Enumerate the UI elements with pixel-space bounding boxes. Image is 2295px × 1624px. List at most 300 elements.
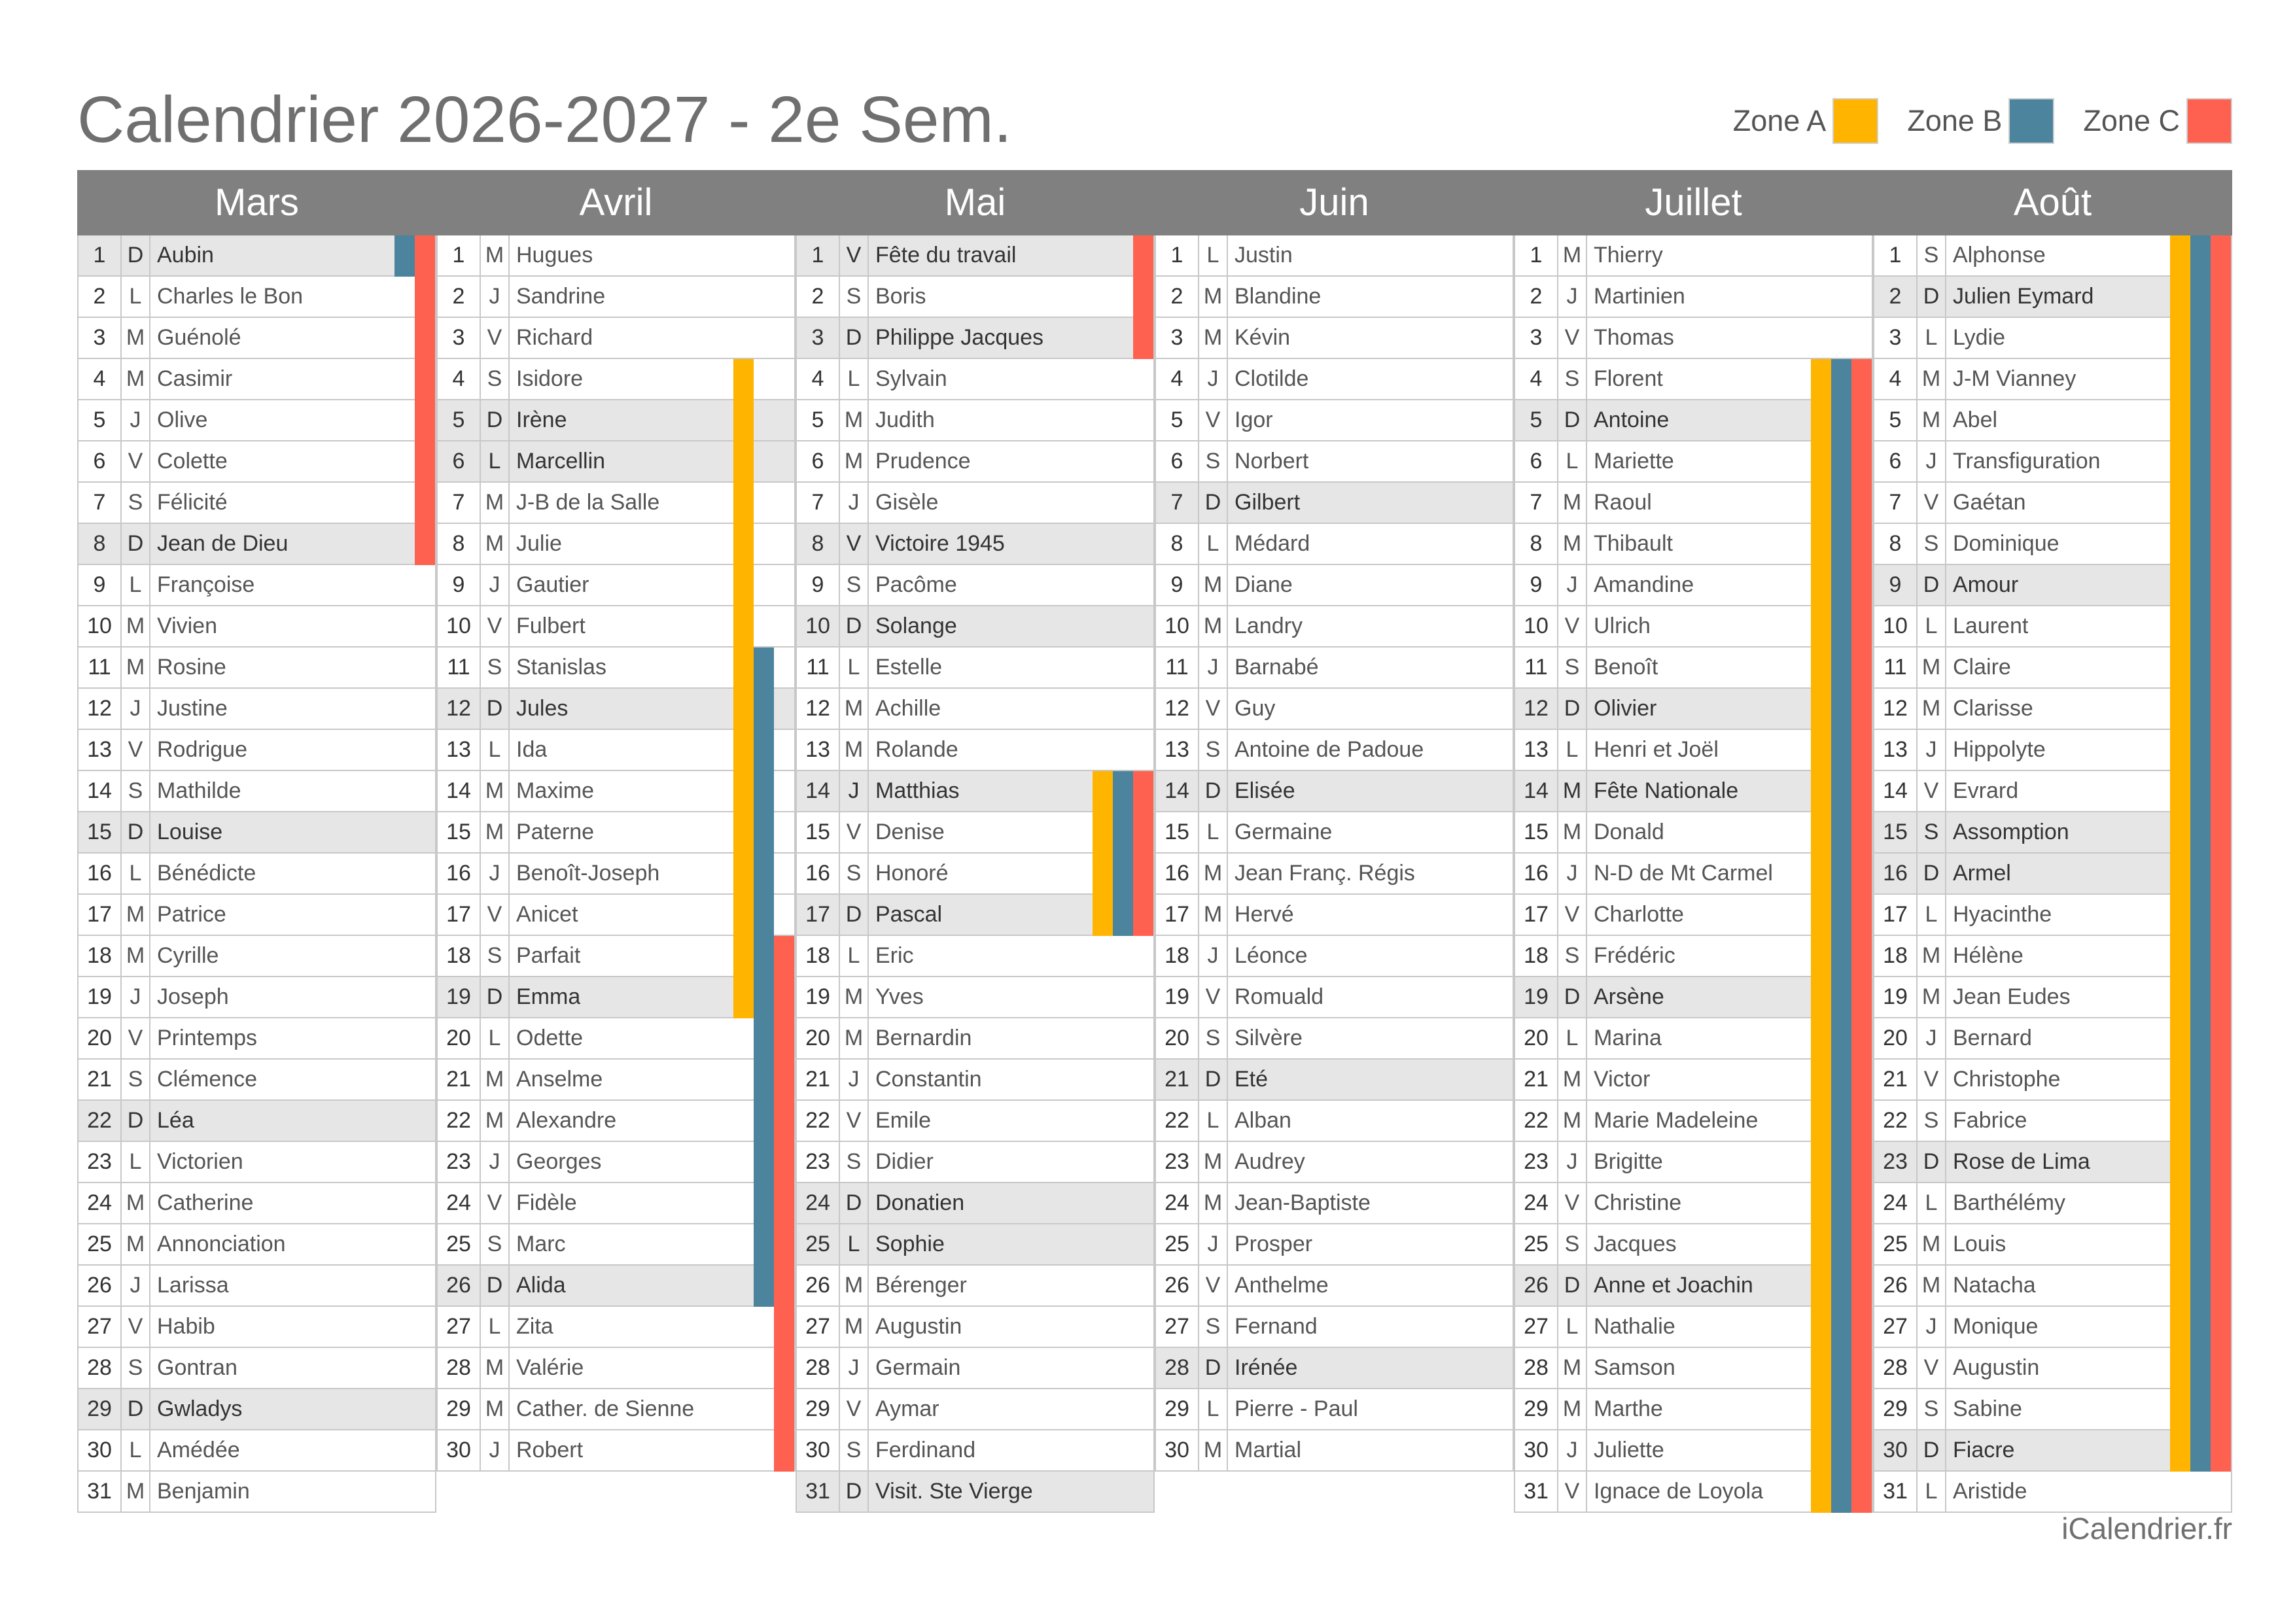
saint-name: Martial xyxy=(1235,1438,1302,1462)
zone-a-holiday-bar xyxy=(733,689,754,730)
zone-a-holiday-bar xyxy=(733,977,754,1018)
day-row xyxy=(77,1060,436,1101)
saint-name: Marc xyxy=(516,1232,566,1256)
saint-name: Cather. de Sienne xyxy=(516,1396,695,1421)
zone-b-holiday-bar xyxy=(2190,1224,2211,1266)
saint-name: Alphonse xyxy=(1953,243,2046,268)
weekday-letter: M xyxy=(1558,1389,1587,1429)
zone-c-holiday-bar xyxy=(2211,524,2231,565)
day-row xyxy=(77,1224,436,1266)
month-column xyxy=(77,170,436,1513)
day-row xyxy=(436,854,796,895)
saint-name: Joseph xyxy=(157,984,229,1009)
weekday-letter: M xyxy=(122,1183,150,1223)
weekday-letter: J xyxy=(1199,1224,1228,1264)
day-number: 13 xyxy=(79,730,122,770)
saint-name: Hyacinthe xyxy=(1953,902,2052,927)
day-row xyxy=(77,895,436,936)
weekday-letter: D xyxy=(122,524,150,564)
zone-b-holiday-bar xyxy=(754,936,774,977)
day-row xyxy=(796,1060,1155,1101)
day-number: 8 xyxy=(1874,524,1918,564)
day-number: 24 xyxy=(1874,1183,1918,1223)
zone-a-holiday-bar xyxy=(1811,483,1831,524)
day-number: 28 xyxy=(797,1348,840,1388)
day-number: 27 xyxy=(1874,1307,1918,1347)
saint-name: Pierre - Paul xyxy=(1235,1396,1358,1421)
zone-b-holiday-bar xyxy=(2190,936,2211,977)
day-number: 10 xyxy=(797,606,840,646)
saint-name: Augustin xyxy=(1953,1355,2040,1380)
weekday-letter: J xyxy=(122,689,150,729)
saint-name: Thierry xyxy=(1594,243,1663,268)
saint-name: Amandine xyxy=(1594,572,1694,597)
zone-c-holiday-bar xyxy=(415,359,435,400)
day-row xyxy=(1514,483,1873,524)
day-row xyxy=(1155,771,1514,812)
weekday-letter: D xyxy=(1199,771,1228,811)
day-row xyxy=(77,854,436,895)
zone-c-holiday-bar xyxy=(2211,1142,2231,1183)
saint-name: Samson xyxy=(1594,1355,1675,1380)
weekday-letter: V xyxy=(1199,977,1228,1017)
saint-name: Alexandre xyxy=(516,1108,617,1133)
day-number: 27 xyxy=(438,1307,481,1347)
day-row xyxy=(1514,854,1873,895)
day-row xyxy=(1155,1224,1514,1266)
saint-name: Julie xyxy=(516,531,562,556)
day-number: 13 xyxy=(1515,730,1558,770)
saint-name: Bernardin xyxy=(875,1026,972,1050)
weekday-letter: M xyxy=(1199,854,1228,893)
day-row xyxy=(77,812,436,854)
saint-name: Anthelme xyxy=(1235,1273,1329,1298)
zone-c-holiday-bar xyxy=(2211,565,2231,606)
zone-c-holiday-bar xyxy=(2211,400,2231,441)
zone-b-holiday-bar xyxy=(1831,565,1851,606)
day-number: 26 xyxy=(1515,1266,1558,1305)
saint-name: Matthias xyxy=(875,778,960,803)
day-row xyxy=(1514,648,1873,689)
legend-zone-c xyxy=(2083,98,2232,144)
day-row xyxy=(1514,1018,1873,1060)
saint-name: Visit. Ste Vierge xyxy=(875,1479,1033,1504)
weekday-letter: L xyxy=(1199,1101,1228,1141)
day-row xyxy=(796,565,1155,606)
day-number: 27 xyxy=(1156,1307,1199,1347)
day-number: 17 xyxy=(438,895,481,935)
day-row xyxy=(77,1101,436,1142)
day-row xyxy=(77,318,436,359)
zone-c-holiday-bar xyxy=(1851,730,1872,771)
weekday-letter: M xyxy=(1558,1101,1587,1141)
weekday-letter: D xyxy=(1199,1348,1228,1388)
legend-zone-a xyxy=(1733,98,1879,144)
day-row xyxy=(1155,854,1514,895)
zone-c-holiday-bar xyxy=(1851,400,1872,441)
month-column xyxy=(1873,170,2232,1513)
weekday-letter: D xyxy=(840,895,869,935)
saint-name: Antoine de Padoue xyxy=(1235,737,1424,762)
day-number: 3 xyxy=(1515,318,1558,358)
weekday-letter: J xyxy=(1918,730,1946,770)
weekday-letter: S xyxy=(840,565,869,605)
weekday-letter: J xyxy=(1199,648,1228,687)
day-number: 14 xyxy=(438,771,481,811)
zone-c-holiday-bar xyxy=(415,277,435,318)
day-row xyxy=(1155,1430,1514,1472)
weekday-letter: D xyxy=(1918,1142,1946,1182)
day-number: 4 xyxy=(1515,359,1558,399)
day-number: 16 xyxy=(1156,854,1199,893)
zone-a-holiday-bar xyxy=(1811,854,1831,895)
day-row xyxy=(1155,1307,1514,1348)
day-row xyxy=(1873,771,2232,812)
weekday-letter: M xyxy=(1558,524,1587,564)
day-row xyxy=(1873,1060,2232,1101)
day-row xyxy=(1514,1101,1873,1142)
day-number: 18 xyxy=(438,936,481,976)
zone-c-holiday-bar xyxy=(774,1224,794,1266)
day-number: 2 xyxy=(438,277,481,317)
saint-name: Landry xyxy=(1235,613,1303,638)
day-row xyxy=(436,648,796,689)
day-number: 30 xyxy=(797,1430,840,1470)
zone-c-holiday-bar xyxy=(2211,1018,2231,1060)
day-row xyxy=(1873,483,2232,524)
day-row xyxy=(1873,1472,2232,1513)
zone-b-holiday-bar xyxy=(754,1018,774,1060)
zone-a-holiday-bar xyxy=(2170,483,2190,524)
saint-name: Monique xyxy=(1953,1314,2039,1339)
saint-name: Benoît xyxy=(1594,655,1658,680)
saint-name: Donatien xyxy=(875,1190,965,1215)
day-number: 2 xyxy=(1874,277,1918,317)
saint-name: Antoine xyxy=(1594,407,1670,432)
weekday-letter: S xyxy=(1558,936,1587,976)
day-row xyxy=(1514,277,1873,318)
saint-name: Charles le Bon xyxy=(157,284,304,309)
zone-a-holiday-bar xyxy=(1811,441,1831,483)
day-number: 1 xyxy=(1156,235,1199,275)
day-row xyxy=(1155,483,1514,524)
zone-a-holiday-bar xyxy=(2170,606,2190,648)
weekday-letter: V xyxy=(1199,689,1228,729)
day-number: 9 xyxy=(1874,565,1918,605)
zone-c-holiday-bar xyxy=(1851,1307,1872,1348)
zone-c-holiday-bar xyxy=(774,1142,794,1183)
zone-a-holiday-bar xyxy=(2170,1348,2190,1389)
zone-a-holiday-bar xyxy=(1811,1389,1831,1430)
day-number: 20 xyxy=(797,1018,840,1058)
saint-name: Frédéric xyxy=(1594,943,1675,968)
weekday-letter: S xyxy=(1199,441,1228,481)
weekday-letter: M xyxy=(1199,565,1228,605)
weekday-letter: S xyxy=(1199,1307,1228,1347)
saint-name: Brigitte xyxy=(1594,1149,1663,1174)
zone-a-holiday-bar xyxy=(1811,524,1831,565)
day-number: 29 xyxy=(438,1389,481,1429)
saint-name: N-D de Mt Carmel xyxy=(1594,861,1773,886)
zone-b-holiday-bar xyxy=(2190,524,2211,565)
zone-c-holiday-bar xyxy=(1133,277,1153,318)
weekday-letter: D xyxy=(122,1101,150,1141)
day-number: 17 xyxy=(1874,895,1918,935)
day-row xyxy=(1514,895,1873,936)
day-number: 6 xyxy=(1874,441,1918,481)
zone-b-holiday-bar xyxy=(2190,441,2211,483)
zone-b-holiday-bar xyxy=(2190,1389,2211,1430)
day-number: 29 xyxy=(1874,1389,1918,1429)
day-row xyxy=(436,1389,796,1430)
day-number: 21 xyxy=(1515,1060,1558,1099)
saint-name: Guénolé xyxy=(157,325,241,350)
saint-name: Fiacre xyxy=(1953,1438,2015,1462)
weekday-letter: S xyxy=(840,1142,869,1182)
zone-a-holiday-bar xyxy=(1811,689,1831,730)
weekday-letter: M xyxy=(481,524,510,564)
weekday-letter: D xyxy=(1199,1060,1228,1099)
weekday-letter: M xyxy=(1558,812,1587,852)
weekday-letter: D xyxy=(481,1266,510,1305)
day-number: 17 xyxy=(1156,895,1199,935)
day-number: 11 xyxy=(1874,648,1918,687)
saint-name: Raoul xyxy=(1594,490,1652,515)
zone-c-holiday-bar xyxy=(1851,936,1872,977)
day-number: 25 xyxy=(1874,1224,1918,1264)
saint-name: Christine xyxy=(1594,1190,1682,1215)
day-row xyxy=(77,359,436,400)
day-row xyxy=(1155,1266,1514,1307)
zone-a-holiday-bar xyxy=(2170,359,2190,400)
day-row xyxy=(436,1266,796,1307)
zone-c-holiday-bar xyxy=(1851,1430,1872,1472)
zone-c-holiday-bar xyxy=(1851,977,1872,1018)
saint-name: Bernard xyxy=(1953,1026,2032,1050)
day-row xyxy=(77,1472,436,1513)
weekday-letter: S xyxy=(122,1060,150,1099)
weekday-letter: S xyxy=(840,277,869,317)
weekday-letter: M xyxy=(1199,895,1228,935)
day-number: 9 xyxy=(797,565,840,605)
day-number: 28 xyxy=(1156,1348,1199,1388)
weekday-letter: M xyxy=(1199,318,1228,358)
day-number: 3 xyxy=(79,318,122,358)
weekday-letter: M xyxy=(1918,400,1946,440)
zone-c-holiday-bar xyxy=(415,235,435,277)
zone-c-holiday-bar xyxy=(1851,1389,1872,1430)
weekday-letter: L xyxy=(1199,812,1228,852)
zone-c-holiday-bar xyxy=(774,977,794,1018)
zone-c-holiday-bar xyxy=(1851,1018,1872,1060)
weekday-letter: D xyxy=(1199,483,1228,523)
day-number: 14 xyxy=(1874,771,1918,811)
zone-c-holiday-bar xyxy=(1133,895,1153,936)
zone-b-holiday-bar xyxy=(754,1101,774,1142)
weekday-letter: J xyxy=(481,277,510,317)
day-number: 19 xyxy=(1874,977,1918,1017)
day-number: 5 xyxy=(79,400,122,440)
zone-b-holiday-bar xyxy=(2190,483,2211,524)
saint-name: Audrey xyxy=(1235,1149,1305,1174)
zone-b-holiday-bar xyxy=(1831,771,1851,812)
day-number: 5 xyxy=(797,400,840,440)
weekday-letter: M xyxy=(1558,483,1587,523)
day-row xyxy=(1514,730,1873,771)
day-number: 23 xyxy=(79,1142,122,1182)
day-number: 4 xyxy=(79,359,122,399)
day-number: 10 xyxy=(1874,606,1918,646)
zone-a-holiday-bar xyxy=(1811,1018,1831,1060)
day-row xyxy=(1514,441,1873,483)
zone-c-holiday-bar xyxy=(1851,441,1872,483)
day-number: 6 xyxy=(438,441,481,481)
weekday-letter: D xyxy=(122,1389,150,1429)
day-number: 18 xyxy=(1874,936,1918,976)
day-number: 7 xyxy=(1156,483,1199,523)
weekday-letter: L xyxy=(1558,441,1587,481)
saint-name: Christophe xyxy=(1953,1067,2061,1092)
day-row xyxy=(1155,1348,1514,1389)
day-number: 18 xyxy=(1515,936,1558,976)
day-row xyxy=(796,771,1155,812)
weekday-letter: L xyxy=(1918,606,1946,646)
zone-c-holiday-bar xyxy=(1851,812,1872,854)
day-number: 29 xyxy=(79,1389,122,1429)
saint-name: Arsène xyxy=(1594,984,1664,1009)
weekday-letter: S xyxy=(1558,359,1587,399)
day-row xyxy=(1155,277,1514,318)
zone-a-holiday-bar xyxy=(1811,648,1831,689)
weekday-letter: S xyxy=(481,936,510,976)
zone-a-holiday-bar xyxy=(2170,1266,2190,1307)
zone-b-holiday-bar xyxy=(2190,689,2211,730)
weekday-letter: M xyxy=(481,771,510,811)
zone-a-holiday-bar xyxy=(2170,812,2190,854)
day-row xyxy=(796,235,1155,277)
day-row xyxy=(1155,1183,1514,1224)
zone-a-holiday-bar xyxy=(2170,1224,2190,1266)
zone-c-holiday-bar xyxy=(1851,771,1872,812)
weekday-letter: J xyxy=(840,1348,869,1388)
day-number: 20 xyxy=(79,1018,122,1058)
saint-name: Ulrich xyxy=(1594,613,1651,638)
zone-c-holiday-bar xyxy=(2211,854,2231,895)
zone-c-holiday-bar xyxy=(1133,771,1153,812)
zone-c-holiday-bar xyxy=(2211,1389,2231,1430)
saint-name: Germaine xyxy=(1235,820,1333,844)
zone-b-holiday-bar xyxy=(2190,812,2211,854)
zone-b-holiday-bar xyxy=(1831,648,1851,689)
weekday-letter: L xyxy=(122,1142,150,1182)
zone-b-holiday-bar xyxy=(2190,1018,2211,1060)
saint-name: Hugues xyxy=(516,243,593,268)
weekday-letter: J xyxy=(122,400,150,440)
saint-name: Justine xyxy=(157,696,228,721)
zone-c-holiday-bar xyxy=(774,1348,794,1389)
zone-a-holiday-bar xyxy=(2170,524,2190,565)
zone-c-holiday-bar xyxy=(1851,689,1872,730)
weekday-letter: J xyxy=(840,771,869,811)
zone-a-holiday-bar xyxy=(733,812,754,854)
day-row xyxy=(796,730,1155,771)
day-row xyxy=(77,1266,436,1307)
weekday-letter: D xyxy=(1918,277,1946,317)
saint-name: Louise xyxy=(157,820,223,844)
day-row xyxy=(1873,524,2232,565)
weekday-letter: M xyxy=(122,895,150,935)
day-number: 12 xyxy=(438,689,481,729)
day-row xyxy=(796,936,1155,977)
day-row xyxy=(1873,235,2232,277)
zone-c-holiday-bar xyxy=(2211,483,2231,524)
day-number: 14 xyxy=(1156,771,1199,811)
day-number: 26 xyxy=(797,1266,840,1305)
day-number: 15 xyxy=(797,812,840,852)
zone-c-holiday-bar xyxy=(2211,812,2231,854)
weekday-letter: V xyxy=(1918,1348,1946,1388)
weekday-letter: D xyxy=(1918,1430,1946,1470)
zone-b-holiday-bar xyxy=(2190,771,2211,812)
weekday-letter: V xyxy=(840,1101,869,1141)
zone-c-holiday-bar xyxy=(1851,895,1872,936)
day-row xyxy=(1873,1224,2232,1266)
day-row xyxy=(1514,1307,1873,1348)
month-column xyxy=(796,170,1155,1513)
zone-b-holiday-bar xyxy=(1831,1142,1851,1183)
zone-a-holiday-bar xyxy=(2170,1018,2190,1060)
zone-c-holiday-bar xyxy=(1133,812,1153,854)
day-row xyxy=(796,1472,1155,1513)
weekday-letter: M xyxy=(840,1018,869,1058)
day-row xyxy=(436,1430,796,1472)
day-row xyxy=(1873,1101,2232,1142)
day-row xyxy=(436,235,796,277)
zone-a-holiday-bar xyxy=(2170,1183,2190,1224)
weekday-letter: V xyxy=(481,895,510,935)
zone-b-holiday-bar xyxy=(2190,606,2211,648)
day-number: 24 xyxy=(79,1183,122,1223)
day-number: 14 xyxy=(797,771,840,811)
weekday-letter: D xyxy=(1918,854,1946,893)
day-row xyxy=(1873,648,2232,689)
day-number: 16 xyxy=(438,854,481,893)
weekday-letter: V xyxy=(1199,1266,1228,1305)
saint-name: Alban xyxy=(1235,1108,1291,1133)
zone-a-holiday-bar xyxy=(733,606,754,648)
zone-b-holiday-bar xyxy=(1831,1018,1851,1060)
day-number: 21 xyxy=(79,1060,122,1099)
day-number: 30 xyxy=(79,1430,122,1470)
weekday-letter: S xyxy=(481,1224,510,1264)
saint-name: Catherine xyxy=(157,1190,254,1215)
weekday-letter: V xyxy=(122,1018,150,1058)
saint-name: Silvère xyxy=(1235,1026,1303,1050)
zone-c-holiday-bar xyxy=(774,1060,794,1101)
zone-b-holiday-bar xyxy=(1831,1389,1851,1430)
weekday-letter: J xyxy=(481,1430,510,1470)
zone-b-holiday-bar xyxy=(754,1224,774,1266)
saint-name: Bénédicte xyxy=(157,861,256,886)
saint-name: Jean Franç. Régis xyxy=(1235,861,1415,886)
calendar-grid xyxy=(77,170,2232,1513)
day-row xyxy=(1514,318,1873,359)
weekday-letter: L xyxy=(1918,1472,1946,1512)
weekday-letter: L xyxy=(1918,895,1946,935)
day-row xyxy=(1873,277,2232,318)
weekday-letter: D xyxy=(840,1183,869,1223)
saint-name: Amour xyxy=(1953,572,2019,597)
